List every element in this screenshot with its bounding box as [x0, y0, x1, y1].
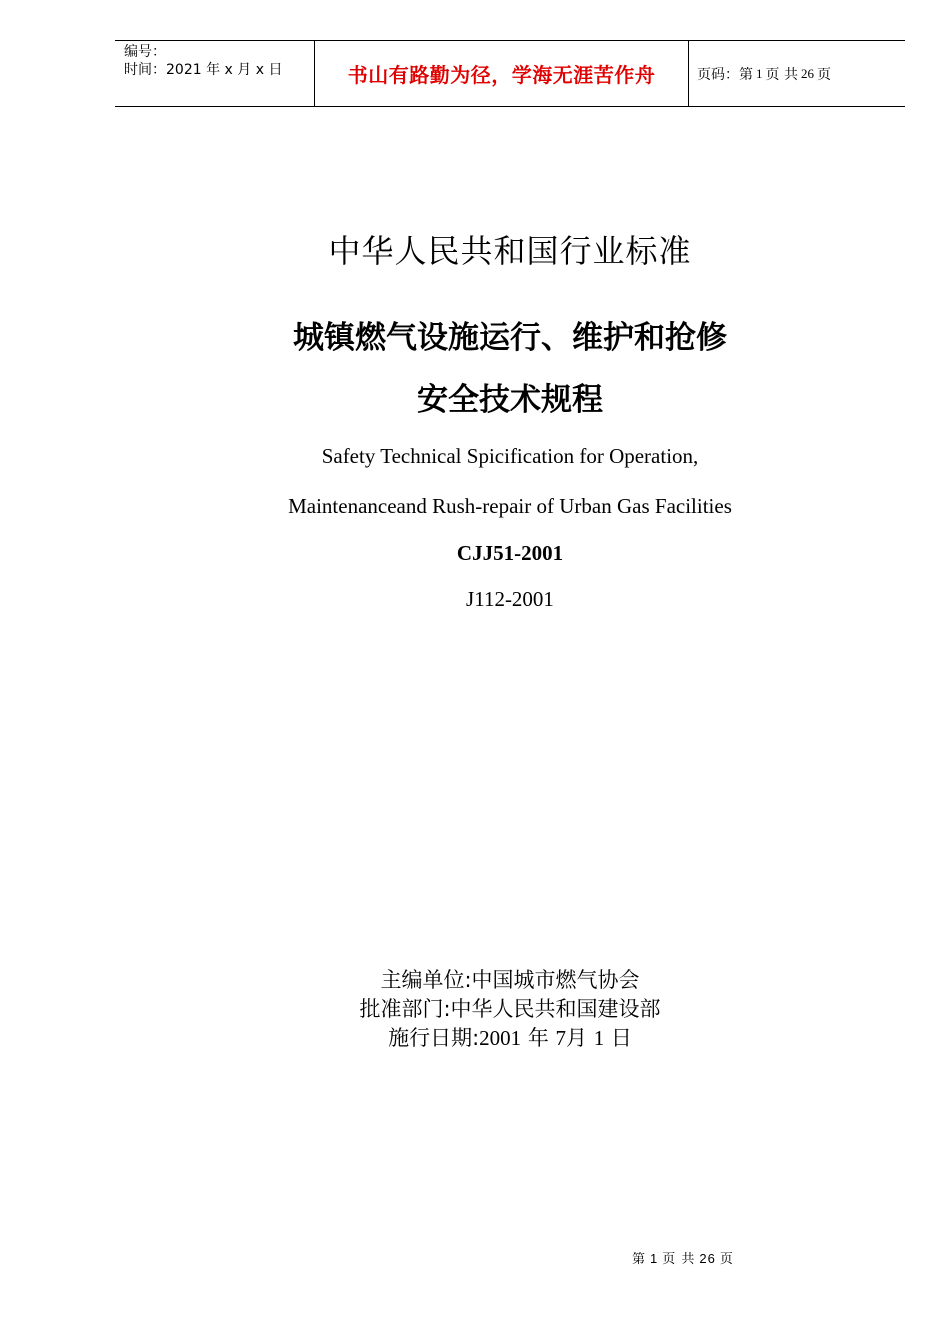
motto-text: 书山有路勤为径，学海无涯苦作舟 [347, 63, 656, 87]
approval-dept-line [0, 995, 950, 1024]
effective-day-unit: 日 [610, 1026, 632, 1050]
main-title-line2: 安全技术规程 [417, 382, 603, 418]
editor-unit-line [0, 966, 950, 995]
standard-title: 中华人民共和国行业标准 [328, 232, 692, 270]
editor-value: 中国城市燃气协会 [471, 968, 640, 992]
english-title-line2: Maintenanceand Rush-repair of Urban Gas Facilities [288, 494, 732, 518]
effective-month: 7 [555, 1026, 567, 1050]
footer-current: 1 [650, 1251, 659, 1266]
standard-code-primary: CJJ51-2001 [456, 541, 564, 565]
footer-prefix: 第 [632, 1252, 647, 1267]
main-title-line1: 城镇燃气设施运行、维护和抢修 [293, 320, 727, 356]
effective-year-unit: 年 [527, 1026, 549, 1050]
document-header [115, 40, 905, 107]
effective-year: 2001 [479, 1026, 522, 1050]
number-label: 编号： [124, 44, 166, 60]
page-mid: 页 共 [765, 66, 798, 83]
footer-total: 26 [699, 1251, 716, 1266]
header-page-cell [689, 41, 905, 106]
english-title-line1: Safety Technical Spicification for Operation, [321, 444, 699, 468]
page-suffix: 页 [816, 66, 831, 83]
effective-date-line [0, 1024, 950, 1053]
approval-value: 中华人民共和国建设部 [450, 997, 661, 1021]
page-footer [632, 1248, 734, 1267]
page-prefix: 页码：第 [697, 66, 753, 83]
editor-label: 主编单位: [380, 968, 472, 992]
approval-label: 批准部门: [359, 997, 451, 1021]
header-meta-cell [115, 41, 315, 106]
standard-code-secondary: J112-2001 [466, 587, 554, 611]
footer-suffix: 页 [719, 1252, 734, 1267]
page-total: 26 [800, 65, 814, 81]
effective-day: 1 [593, 1026, 605, 1050]
effective-month-unit: 月 [566, 1026, 588, 1050]
time-label: 时间：2021 年 x 月 x 日 [124, 62, 283, 78]
footer-mid: 页 共 [662, 1252, 696, 1267]
page-current: 1 [756, 65, 763, 81]
header-motto-cell [315, 41, 689, 106]
effective-label: 施行日期: [388, 1026, 480, 1050]
